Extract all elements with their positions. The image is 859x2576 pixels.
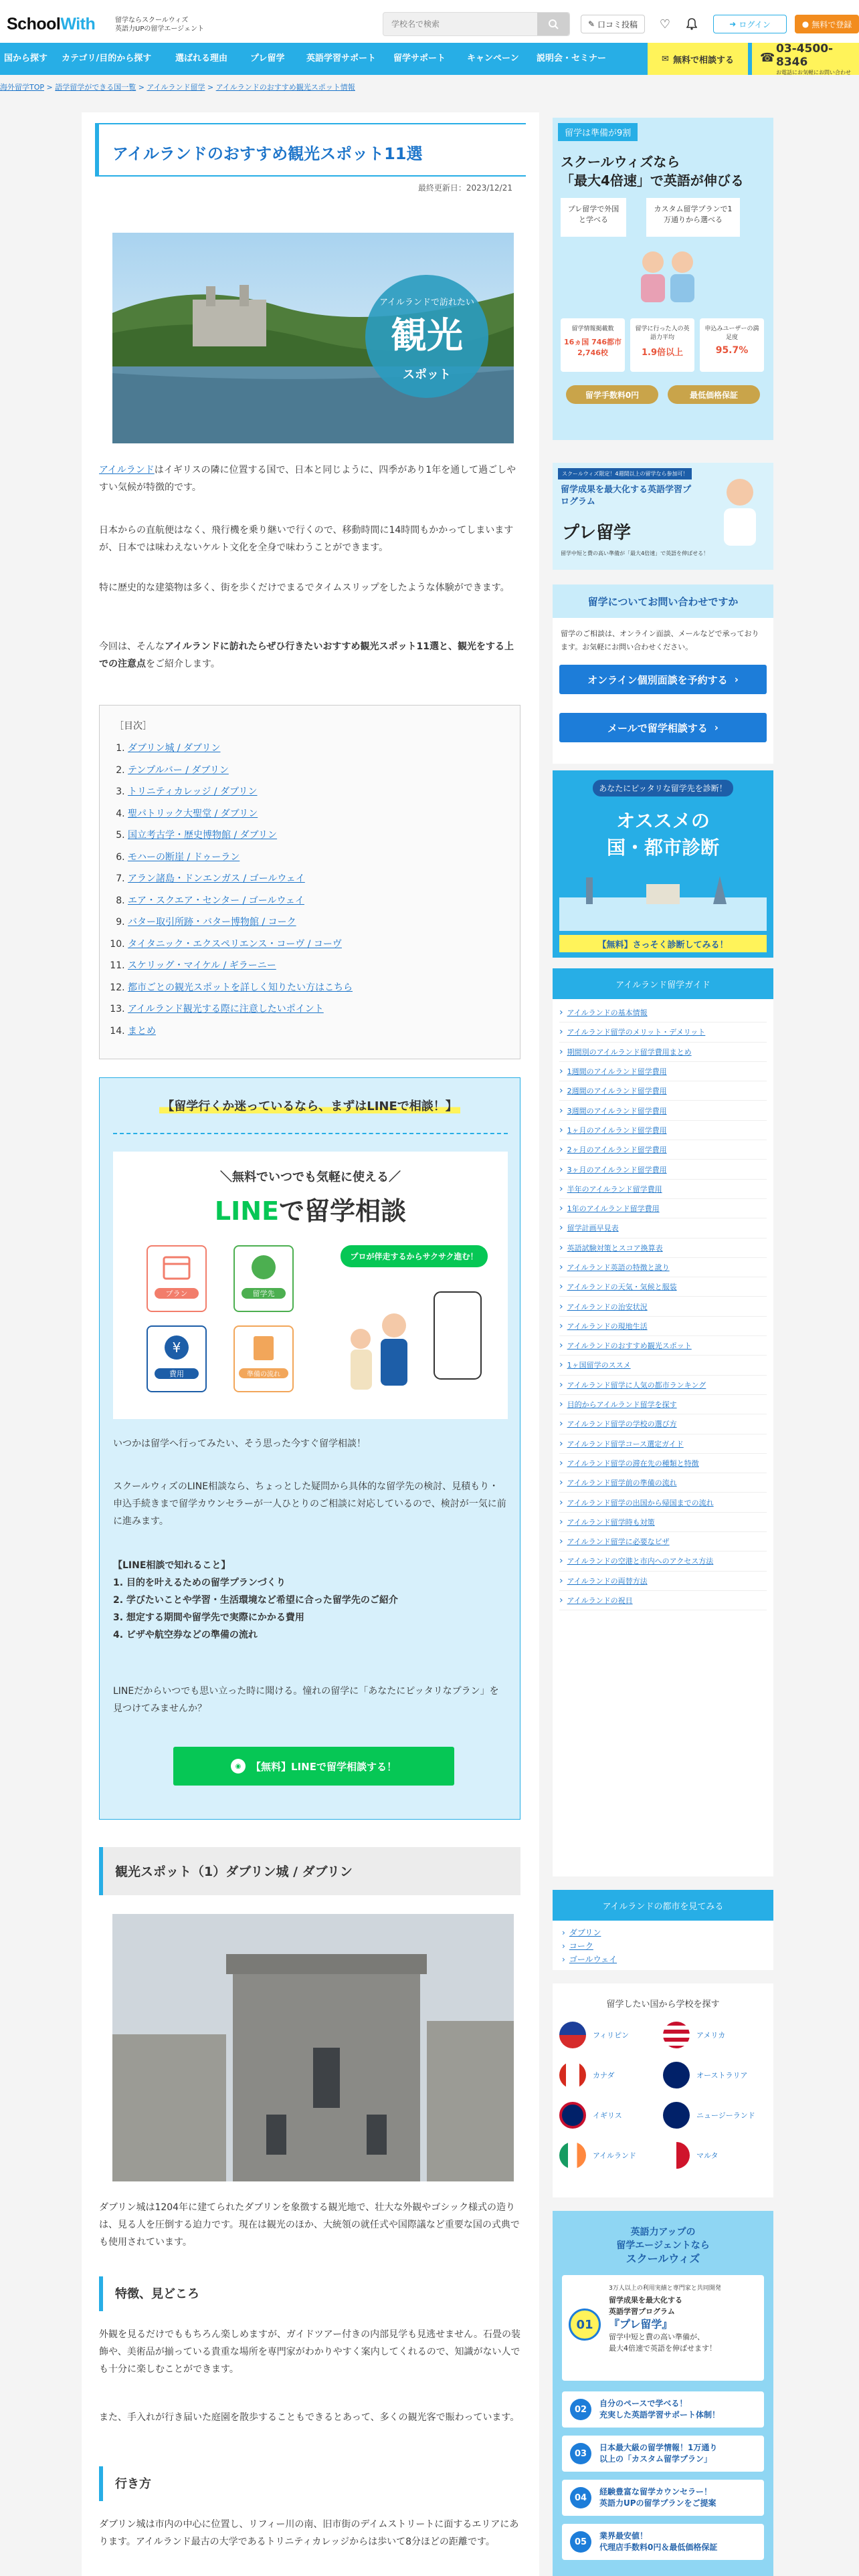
article-main: [82, 112, 539, 2576]
search-icon: [548, 19, 559, 29]
cities-title: アイルランドの都市を見てみる: [553, 1890, 773, 1921]
phone-number: 03-4500-8346: [776, 41, 834, 69]
chevron-right-icon: ›: [714, 722, 719, 734]
toc-title: ［目次］: [114, 721, 152, 732]
guide-link[interactable]: › 期間別のアイルランド留学費用まとめ: [567, 1047, 692, 1057]
guide-title: アイルランド留学ガイド: [553, 968, 773, 999]
ad-right-card: カスタム留学プランで1万通りから選べる: [646, 198, 740, 237]
nav-item[interactable]: カテゴリ/目的から探す: [62, 53, 152, 64]
ad-left-card: プレ留学で外国と学べる: [561, 198, 626, 237]
guide-link[interactable]: › 1週間のアイルランド留学費用: [567, 1067, 667, 1077]
guide-link[interactable]: › アイルランド留学時も対策: [567, 1517, 655, 1527]
hero-image: [112, 233, 514, 443]
guide-link[interactable]: › 目的からアイルランド留学を探す: [567, 1400, 677, 1410]
sidebar-promo[interactable]: [553, 2211, 773, 2576]
guide-link[interactable]: › アイルランドの現地生活: [567, 1321, 648, 1331]
register-button[interactable]: ● 無料で登録: [795, 15, 859, 33]
online-meeting-button[interactable]: オンライン個別面談を予約する ›: [559, 665, 767, 694]
toc-link[interactable]: 都市ごとの観光スポットを詳しく知りたい方はこちら: [128, 982, 353, 993]
promo-number: 01: [569, 2309, 601, 2341]
guide-link[interactable]: › 3ヶ月のアイルランド留学費用: [567, 1165, 667, 1174]
icon-tile-destination: 留学先: [233, 1245, 294, 1312]
calendar-icon: [161, 1252, 192, 1283]
toc-link[interactable]: タイタニック・エクスペリエンス・コーヴ / コーヴ: [128, 938, 342, 950]
toc-link[interactable]: トリニティカレッジ / ダブリン: [128, 786, 258, 797]
breadcrumb-item[interactable]: 海外留学TOP: [0, 83, 45, 92]
toc-link[interactable]: アラン諸島・ドンエンガス / ゴールウェイ: [128, 873, 305, 884]
uk-flag-icon: [559, 2102, 586, 2129]
city-link[interactable]: ダブリン: [569, 1928, 601, 1937]
guide-link[interactable]: › 2ヶ月のアイルランド留学費用: [567, 1146, 667, 1155]
guide-link[interactable]: › アイルランドのおすすめ観光スポット: [567, 1341, 692, 1351]
toc-link[interactable]: 国立考古学・歴史博物館 / ダブリン: [128, 830, 278, 841]
review-post-button[interactable]: ✎ 口コミ投稿: [581, 15, 645, 33]
toc-link[interactable]: エア・スクエア・センター / ゴールウェイ: [128, 895, 304, 906]
diag-button[interactable]: 【無料】さっそく診断してみる！: [559, 935, 767, 952]
icon-tile-plan: プラン: [147, 1245, 207, 1312]
breadcrumb: 海外留学TOP > 語学留学ができる国一覧 > アイルランド留学 > アイルランドのおすすめ観光スポット情報: [0, 83, 355, 92]
sidebar-ad-main[interactable]: [553, 118, 773, 440]
new-zealand-flag-icon: [663, 2102, 690, 2129]
advisor-illustration: [347, 1279, 494, 1412]
hero-big-text: 観光: [391, 314, 463, 356]
intro-paragraph: 特に歴史的な建築物は多く、街を歩くだけでまるでタイムスリップをしたような体験ができます。: [99, 582, 510, 593]
ad-stat: 留学に行った人の英語力平均 1.9倍以上: [630, 318, 694, 372]
guide-link[interactable]: › 1ヶ月のアイルランド留学費用: [567, 1125, 667, 1135]
phone-note: お電話にお気軽にお問い合わせ: [776, 69, 851, 76]
login-icon: ➜: [729, 19, 737, 29]
subheading-access: 行き方: [99, 2466, 520, 2501]
user-icon: ●: [801, 19, 809, 29]
ad2-tag: スクールウィズ限定！4週間以上の留学なら参加可！: [558, 468, 692, 479]
guide-link[interactable]: › 留学計画早見表: [567, 1224, 619, 1233]
ireland-flag-icon: [559, 2142, 586, 2169]
sidebar-ad-pre-study[interactable]: [553, 463, 773, 570]
guide-link[interactable]: › アイルランド留学のメリット・デメリット: [567, 1028, 706, 1037]
ad2-note: 留学中短と費の高い準備が「最大4倍速」で英語を伸ばせる！: [561, 550, 709, 556]
country-link[interactable]: アメリカ: [663, 2022, 767, 2048]
line-consult-box: [99, 1077, 520, 1820]
ireland-guide-list: [553, 968, 773, 1876]
email-consult-button[interactable]: メールで留学相談する ›: [559, 713, 767, 742]
table-of-contents: [99, 705, 520, 1059]
country-link[interactable]: アイルランド: [559, 2142, 663, 2169]
spot-paragraph: ダブリン城は市内の中心に位置し、リフィー川の南、旧市街のデイムストリートに面するエリアにあります。アイルランド最古の大学であるトリニティカレッジからは歩いて8分ほどの距離です。: [99, 2519, 519, 2547]
promo-title: 英語力アップの 留学エージェントなら スクールウィズ: [616, 2227, 710, 2265]
nav-item[interactable]: 国から探す: [4, 53, 48, 64]
ad-stat: 申込みユーザーの満足度 95.7%: [700, 318, 764, 372]
line-banner-top: ＼無料でいつでも気軽に使える／: [220, 1170, 401, 1184]
nav-item[interactable]: キャンペーン: [467, 53, 519, 64]
country-link[interactable]: イギリス: [559, 2102, 663, 2129]
guide-link[interactable]: › アイルランドの空港と市内へのアクセス方法: [567, 1557, 714, 1566]
guide-link[interactable]: › 3週間のアイルランド留学費用: [567, 1106, 667, 1115]
toc-link[interactable]: バター取引所跡・バター博物館 / コーク: [128, 917, 296, 928]
free-consult-button[interactable]: ✉ 無料で相談する: [648, 43, 748, 75]
toc-link[interactable]: アイルランド観光する際に注意したいポイント: [128, 1004, 324, 1014]
promo-item: 03 日本最大級の留学情報！1万通り 以上の「カスタム留学プラン」: [562, 2436, 764, 2472]
ad-headline: スクールウィズなら 「最大4倍速」で英語が伸びる: [561, 154, 744, 189]
canada-flag-icon: [559, 2062, 586, 2088]
last-updated: 最終更新日：2023/12/21: [417, 183, 512, 193]
guide-link[interactable]: › アイルランド留学に必要なビザ: [567, 1537, 670, 1547]
country-link[interactable]: カナダ: [559, 2062, 663, 2088]
phone-icon: ☎: [760, 51, 775, 65]
promo-main-text: 3万人以上の利用実績と専門家と共同開発 留学成果を最大化する 英語学習プログラム 『プレ留学』 留学中短と費の高い準備が、 最大4倍速で英語を伸ばせます！: [609, 2285, 721, 2353]
bell-icon: [686, 18, 697, 30]
nav-item[interactable]: 選ばれる理由: [175, 53, 228, 64]
search-button[interactable]: [537, 13, 569, 35]
country-title: 留学したい国から学校を探す: [606, 2000, 720, 2010]
ireland-link[interactable]: アイルランド: [99, 465, 155, 475]
breadcrumb-item[interactable]: アイルランドのおすすめ観光スポット情報: [215, 83, 355, 92]
line-paragraph: スクールウィズのLINE相談なら、ちょっとした疑問から具体的な留学先の検討、見積もり・申込手続きまで留学カウンセラーが一人ひとりのご相談に対応しているので、検討が一気に前に進みます。: [113, 1481, 506, 1527]
site-header: [0, 0, 859, 43]
guide-link[interactable]: › アイルランド留学の学校の選び方: [567, 1420, 677, 1429]
yen-icon: [161, 1332, 192, 1363]
login-button[interactable]: ➜ ログイン: [713, 15, 787, 33]
country-link[interactable]: フィリピン: [559, 2022, 663, 2048]
intro-paragraph: アイルランドはイギリスの隣に位置する国で、日本と同じように、四季があり1年を通して過ごしやすい気候が特徴的です。: [99, 465, 516, 493]
search-input[interactable]: [383, 13, 531, 35]
spot-paragraph: ダブリン城は1204年に建てられたダブリンを象徴する観光地で、壮大な外観やゴシック様式の造りは、見る人を圧倒する迫力です。現在は観光のほか、大統領の就任式や国際議など重要な国の式典でも使用されています。: [99, 2202, 520, 2248]
ad-people-illustration: [626, 242, 706, 302]
country-link[interactable]: マルタ: [663, 2142, 767, 2169]
diag-top: あなたにピッタリな留学先を診断！: [593, 780, 733, 796]
guide-link[interactable]: › アイルランド留学の出国から帰国までの流れ: [567, 1498, 714, 1507]
divider: [113, 1133, 508, 1134]
breadcrumb-item[interactable]: アイルランド留学: [147, 83, 205, 92]
guide-link[interactable]: › アイルランドの基本情報: [567, 1008, 648, 1018]
nav-item[interactable]: 留学サポート: [393, 53, 446, 64]
malta-flag-icon: [663, 2142, 690, 2169]
country-link[interactable]: ニュージーランド: [663, 2102, 767, 2129]
page-title: アイルランドのおすすめ観光スポット11選: [95, 123, 526, 177]
school-search: [383, 12, 570, 36]
toc-link[interactable]: まとめ: [128, 1025, 156, 1037]
guide-link[interactable]: › アイルランドの治安状況: [567, 1302, 648, 1311]
line-paragraph: LINEだからいつでも思い立った時に聞ける。憧れの留学に「あなたにピッタリなプラン」を見つけてみませんか？: [113, 1686, 499, 1714]
guide-link[interactable]: › アイルランドの両替方法: [567, 1576, 648, 1586]
line-paragraph: いつかは留学へ行ってみたい、そう思った今すぐ留学相談！: [113, 1438, 366, 1449]
spot-paragraph: 外観を見るだけでももちろん楽しめますが、ガイドツアー付きの内部見学も見逃せません。石畳の装飾や、美術品が揃っている貴重な場所を専門家がわかりやすく案内してくれるので、知識がない人でも十分に楽しむことができます。: [99, 2329, 520, 2375]
promo-item: 02 自分のペースで学べる！ 充実した英語学習サポート体制！: [562, 2391, 764, 2428]
breadcrumb-item[interactable]: 語学留学ができる国一覧: [55, 83, 136, 92]
guide-link[interactable]: › アイルランド英語の特徴と訛り: [567, 1263, 670, 1272]
icon-tile-flow: 準備の流れ: [233, 1325, 294, 1392]
hero-sub-text: スポット: [403, 368, 451, 382]
speech-bubble: プロが伴走するからサクサク進む！: [341, 1245, 488, 1267]
promo-main-item: [562, 2275, 764, 2381]
guide-link[interactable]: › アイルランド留学に人気の都市ランキング: [567, 1380, 706, 1390]
guide-link[interactable]: › 1ヶ国留学のススメ: [567, 1361, 631, 1370]
globe-icon: [248, 1252, 279, 1283]
ad-badge: 留学手数料0円: [566, 385, 658, 404]
philippines-flag-icon: [559, 2022, 586, 2048]
ad2-title: 留学成果を最大化する英語学習プログラム: [561, 485, 692, 507]
australia-flag-icon: [663, 2062, 690, 2088]
line-banner[interactable]: [113, 1152, 508, 1419]
consult-text: 留学のご相談は、オンライン面談、メールなどで承っております。お気軽にお問い合わせください。: [561, 629, 759, 651]
ad-stat: 留学情報掲載数 16ヵ国 746都市 2,746校: [561, 318, 625, 372]
notification-button[interactable]: [682, 15, 701, 33]
line-box-heading: 【留学行くか迷っているなら、まずはLINEで相談！】: [100, 1097, 520, 1114]
city-link[interactable]: ゴールウェイ: [569, 1955, 617, 1964]
section-heading: 観光スポット（1）ダブリン城 / ダブリン: [99, 1847, 520, 1895]
nav-item[interactable]: プレ留学: [250, 53, 285, 64]
consult-title: 留学についてお問い合わせですか: [553, 584, 773, 618]
dublin-castle-image: [112, 1914, 514, 2181]
promo-item: 04 経験豊富な留学カウンセラー！ 英語力UPの留学プランをご提案: [562, 2480, 764, 2516]
favorite-button[interactable]: [656, 15, 674, 33]
chat-icon: ✉: [662, 53, 669, 64]
line-benefits: 【LINE相談で知れること】 1. 目的を叶えるための留学プランづくり 2. 学びたいことや学習・生活環境など希望に合った留学先のご紹介 3. 想定する期間や留学先で実際にかかる費用 4. ビザや航空券などの準備の流れ: [113, 1560, 398, 1640]
toc-link[interactable]: スケリッグ・マイケル / ギラーニー: [128, 960, 276, 971]
toc-link[interactable]: 聖パトリック大聖堂 / ダブリン: [128, 808, 258, 819]
pencil-icon: ✎: [587, 19, 595, 29]
usa-flag-icon: [663, 2022, 690, 2048]
nav-item[interactable]: 説明会・セミナー: [537, 53, 607, 64]
guide-link[interactable]: › アイルランド留学前の準備の流れ: [567, 1479, 677, 1488]
checklist-icon: [248, 1332, 279, 1363]
site-tagline: 留学ならスクールウィズ 英語力UPの留学エージェント: [115, 17, 204, 33]
line-icon: ◉: [231, 1759, 246, 1774]
ireland-cities-list: [553, 1890, 773, 1970]
svg-text:¥: ¥: [172, 1339, 181, 1356]
landmarks-illustration: [559, 871, 767, 931]
toc-link[interactable]: テンプルバー / ダブリン: [128, 764, 229, 776]
guide-link[interactable]: › アイルランド留学コース選定ガイド: [567, 1439, 684, 1448]
ad-badge: 最低価格保証: [668, 385, 760, 404]
phone-contact[interactable]: [752, 43, 859, 75]
hero-small-text: アイルランドで訪れたい: [379, 298, 474, 308]
guide-link[interactable]: › 半年のアイルランド留学費用: [567, 1184, 662, 1194]
line-banner-title: LINEで留学相談: [214, 1196, 407, 1226]
nav-item[interactable]: 英語学習サポート: [306, 53, 377, 64]
toc-link[interactable]: ダブリン城 / ダブリン: [128, 743, 221, 754]
guide-link[interactable]: › アイルランドの天気・気候と服装: [567, 1283, 677, 1292]
city-link[interactable]: コーク: [569, 1941, 593, 1951]
heart-icon: ♡: [659, 17, 671, 31]
guide-link[interactable]: › アイルランド留学の滞在先の種類と特徴: [567, 1459, 699, 1468]
guide-link[interactable]: › 1年のアイルランド留学費用: [567, 1204, 660, 1214]
guide-link[interactable]: › 英語試験対策とスコア換算表: [567, 1243, 663, 1253]
guide-link[interactable]: › 2週間のアイルランド留学費用: [567, 1087, 667, 1096]
subheading-features: 特徴、見どころ: [99, 2276, 520, 2311]
line-consult-button[interactable]: ◉ 【無料】LINEで留学相談する！: [173, 1747, 454, 1786]
site-logo[interactable]: SchoolWith: [7, 15, 96, 33]
intro-paragraph: 日本からの直航便はなく、飛行機を乗り継いで行くので、移動時間に14時間もかかってしまいますが、日本では味わえないケルト文化を全身で味わうことができます。: [99, 525, 514, 553]
country-search: [553, 1983, 773, 2197]
chevron-right-icon: ›: [734, 673, 739, 685]
icon-tile-cost: ¥ 費用: [147, 1325, 207, 1392]
sidebar-ad-diagnosis[interactable]: [553, 770, 773, 958]
spot-paragraph: また、手入れが行き届いた庭園を散歩することもできるとあって、多くの観光客で賑わっています。: [99, 2412, 520, 2423]
ad2-person-illustration: [713, 472, 767, 546]
intro-paragraph: 今回は、そんなアイルランドに訪れたらぜひ行きたいおすすめ観光スポット11選と、観光をする上での注意点をご紹介します。: [99, 641, 514, 669]
ad2-big: プレ留学: [562, 523, 631, 543]
diag-title: オススメの 国・都市診断: [606, 810, 719, 859]
ad-tag: 留学は準備が9割: [558, 123, 638, 141]
toc-link[interactable]: モハーの断崖 / ドゥーラン: [128, 851, 240, 863]
guide-link[interactable]: › アイルランドの祝日: [567, 1596, 633, 1606]
country-link[interactable]: オーストラリア: [663, 2062, 767, 2088]
promo-item: 05 業界最安値！ 代理店手数料0円＆最低価格保証: [562, 2524, 764, 2560]
